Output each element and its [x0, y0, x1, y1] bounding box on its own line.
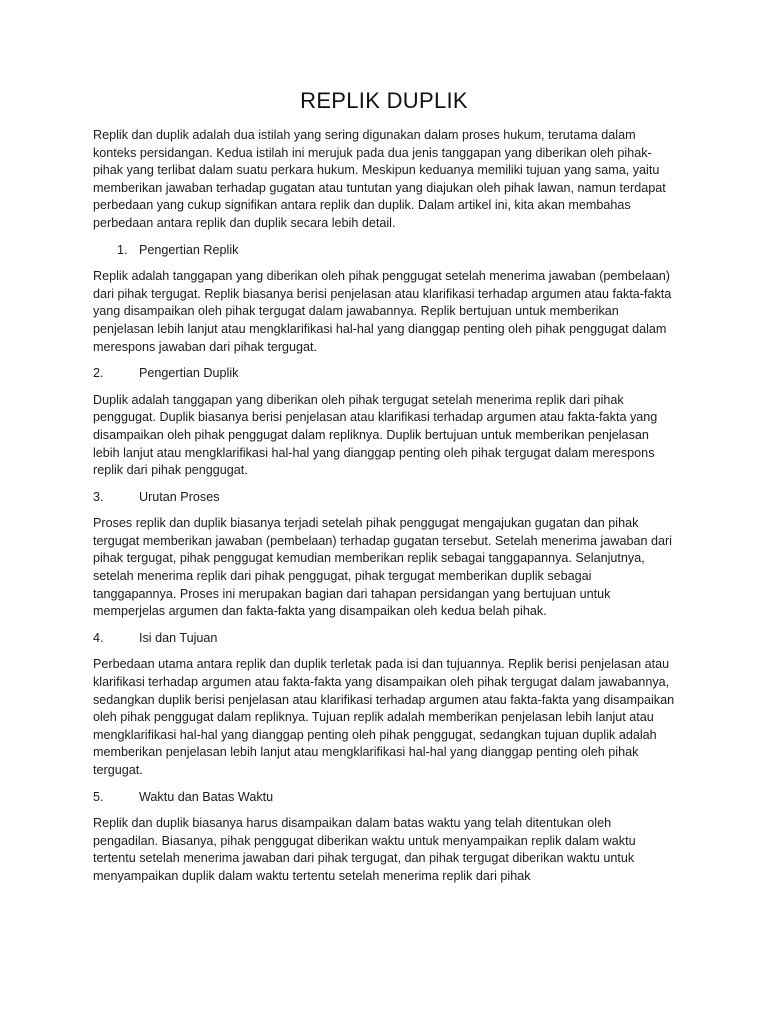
section-heading-1: [93, 242, 675, 260]
section-heading-label: Urutan Proses: [139, 489, 220, 504]
section-paragraph-3: Proses replik dan duplik biasanya terjadi setelah pihak penggugat mengajukan gugatan dan pihak tergugat memberikan jawaban (pembelaan) terhadap gugatan tersebut. Setelah menerima jawaban dari pihak tergugat, pihak penggugat kemudian memberikan replik sebagai tanggapannya. Selanjutnya, setelah menerima replik dari pihak penggugat, pihak tergugat memberikan duplik sebagai tanggapannya. Proses ini merupakan bagian dari tahapan persidangan yang bertujuan untuk memperjelas argumen dan fakta-fakta yang disampaikan oleh kedua belah pihak.: [93, 516, 672, 619]
section-number: 3.: [93, 489, 104, 504]
section-paragraph-2: Duplik adalah tanggapan yang diberikan oleh pihak tergugat setelah menerima replik dari pihak penggugat. Duplik biasanya berisi penjelasan atau klarifikasi terhadap argumen atau fakta-fakta yang disampaikan oleh pihak penggugat dalam repliknya. Duplik bertujuan untuk memberikan penjelasan lebih lanjut atau mengklarifikasi hal-hal yang dianggap penting oleh pihak tergugat dalam merespons replik dari pihak penggugat.: [93, 392, 658, 478]
document-title: REPLIK DUPLIK: [300, 88, 468, 113]
document-body: [93, 127, 675, 886]
section-number: 4.: [93, 630, 104, 645]
section-number: 2.: [93, 366, 104, 381]
section-number: 5.: [93, 789, 104, 804]
section-heading-4: [93, 630, 675, 648]
section-heading-label: Pengertian Replik: [139, 242, 239, 257]
section-heading-3: [93, 489, 675, 507]
intro-paragraph: Replik dan duplik adalah dua istilah yang sering digunakan dalam proses hukum, terutama dalam konteks persidangan. Kedua istilah ini merujuk pada dua jenis tanggapan yang diberikan oleh pihak-pihak yang terlibat dalam suatu perkara hukum. Meskipun keduanya memiliki tujuan yang sama, yaitu memberikan jawaban terhadap gugatan atau tuntutan yang diajukan oleh pihak lawan, namun terdapat perbedaan yang cukup signifikan antara replik dan duplik. Dalam artikel ini, kita akan membahas perbedaan antara replik dan duplik secara lebih detail.: [93, 128, 666, 230]
section-heading-label: Pengertian Duplik: [139, 366, 239, 381]
section-heading-5: [93, 789, 675, 807]
section-heading-2: [93, 365, 675, 383]
section-paragraph-1: Replik adalah tanggapan yang diberikan oleh pihak penggugat setelah menerima jawaban (pembelaan) dari pihak tergugat. Replik biasanya berisi penjelasan atau klarifikasi terhadap argumen atau fakta-fakta yang disampaikan oleh pihak tergugat dalam jawabannya. Replik bertujuan untuk memberikan penjelasan lebih lanjut atau mengklarifikasi hal-hal yang dianggap penting oleh pihak penggugat dalam merespons jawaban dari pihak tergugat.: [93, 269, 672, 354]
section-paragraph-5: Replik dan duplik biasanya harus disampaikan dalam batas waktu yang telah ditentukan oleh pengadilan. Biasanya, pihak penggugat diberikan waktu untuk menyampaikan replik dalam waktu tertentu setelah menerima jawaban dari pihak tergugat, dan pihak tergugat diberikan waktu untuk menyampaikan duplik dalam waktu tertentu setelah menerima replik dari pihak: [93, 816, 636, 883]
section-number: 1.: [117, 242, 128, 257]
section-paragraph-4: Perbedaan utama antara replik dan duplik terletak pada isi dan tujuannya. Replik berisi penjelasan atau klarifikasi terhadap argumen atau fakta-fakta yang disampaikan oleh pihak tergugat dalam jawabannya, sedangkan duplik berisi penjelasan atau klarifikasi terhadap argumen atau fakta-fakta yang disampaikan oleh pihak penggugat dalam repliknya. Tujuan replik adalah memberikan penjelasan lebih lanjut atau mengklarifikasi hal-hal yang dianggap penting oleh pihak penggugat, sedangkan tujuan duplik adalah memberikan penjelasan lebih lanjut atau mengklarifikasi hal-hal yang dianggap penting oleh pihak tergugat.: [93, 657, 675, 777]
section-heading-label: Waktu dan Batas Waktu: [139, 789, 274, 804]
section-heading-label: Isi dan Tujuan: [139, 630, 218, 645]
